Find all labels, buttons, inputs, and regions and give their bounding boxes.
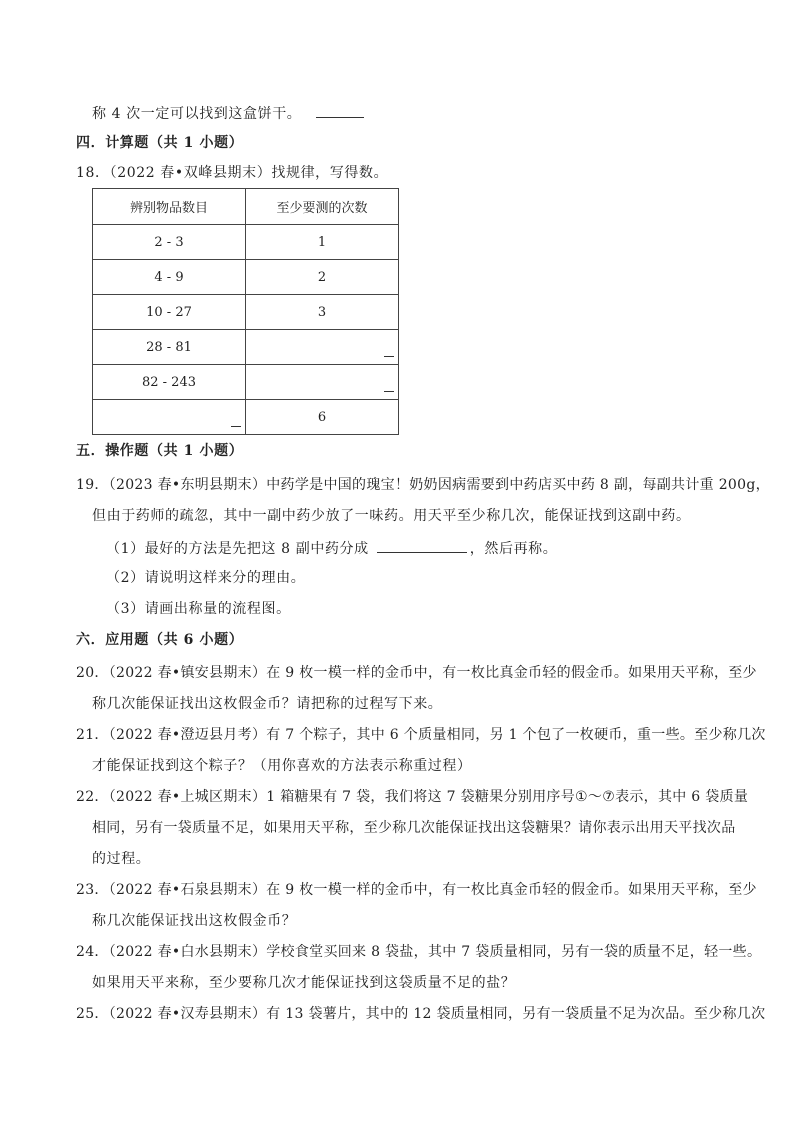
table-row xyxy=(93,260,399,295)
table-cell-answer[interactable] xyxy=(246,365,399,400)
question-24-line1: 24．（2022 春•白水县期末）学校食堂买回来 8 袋盐，其中 7 袋质量相同，另有一袋的质量不足，轻一些。 xyxy=(76,944,762,960)
answer-blank[interactable] xyxy=(384,391,394,392)
question-23-line1: 23．（2022 春•石泉县期末）在 9 枚一模一样的金币中，有一枚比真金币轻的假金币。如果用天平称，至少 xyxy=(76,882,757,898)
table-row xyxy=(93,365,399,400)
table-row xyxy=(93,400,399,435)
table-cell: 4 - 9 xyxy=(93,260,246,295)
answer-blank[interactable] xyxy=(231,426,241,427)
table-cell: 2 - 3 xyxy=(93,225,246,260)
answer-blank[interactable] xyxy=(377,538,467,553)
section-heading-operation: 五．操作题（共 1 小题） xyxy=(76,443,244,459)
answer-blank[interactable] xyxy=(316,103,364,118)
table-row xyxy=(93,295,399,330)
question-17-continuation xyxy=(92,103,364,123)
question-20-line1: 20．（2022 春•镇安县期末）在 9 枚一模一样的金币中，有一枚比真金币轻的假金币。如果用天平称，至少 xyxy=(76,665,757,681)
table-cell: 6 xyxy=(246,400,399,435)
section-heading-application: 六．应用题（共 6 小题） xyxy=(76,632,244,648)
question-19-line2: 但由于药师的疏忽，其中一副中药少放了一味药。用天平至少称几次，能保证找到这副中药。 xyxy=(92,508,691,524)
question-21-line1: 21．（2022 春•澄迈县月考）有 7 个粽子，其中 6 个质量相同，另 1 个包了一枚硬币，重一些。至少称几次 xyxy=(76,727,766,743)
question-21-line2: 才能保证找到这个粽子？（用你喜欢的方法表示称重过程） xyxy=(92,758,472,774)
circled-one-icon: ① xyxy=(575,789,588,805)
table-row xyxy=(93,225,399,260)
table-cell: 82 - 243 xyxy=(93,365,246,400)
question-19-line1: 19．（2023 春•东明县期末）中药学是中国的瑰宝！奶奶因病需要到中药店买中药 8 副，每副共计重 200g， xyxy=(76,477,770,493)
section-heading-calculation: 四．计算题（共 1 小题） xyxy=(76,135,244,151)
question-18: 18．（2022 春•双峰县期末）找规律，写得数。 xyxy=(76,165,389,181)
table-cell-answer[interactable] xyxy=(246,330,399,365)
question-23-line2: 称几次能保证找出这枚假金币？ xyxy=(92,913,297,929)
table-cell: 2 xyxy=(246,260,399,295)
question-text: 称 4 次一定可以找到这盒饼干。 xyxy=(92,106,302,122)
table-cell: 28 - 81 xyxy=(93,330,246,365)
question-19-part3: （3）请画出称量的流程图。 xyxy=(106,601,291,617)
question-19-part1: （1）最好的方法是先把这 8 副中药分成 ，然后再称。 xyxy=(106,538,557,558)
answer-blank[interactable] xyxy=(384,356,394,357)
question-22-line3: 的过程。 xyxy=(92,851,151,867)
question-22-line2: 相同，另有一袋质量不足，如果用天平称，至少称几次能保证找出这袋糖果？请你表示出用天平找次品 xyxy=(92,820,736,836)
question-25-line1: 25．（2022 春•汉寿县期末）有 13 袋薯片，其中的 12 袋质量相同，另有一袋质量不足为次品。至少称几次 xyxy=(76,1006,766,1022)
table-header-cell: 辨别物品数目 xyxy=(93,189,246,225)
question-19-part2: （2）请说明这样来分的理由。 xyxy=(106,570,306,586)
table-header-row xyxy=(93,189,399,225)
table-cell: 10 - 27 xyxy=(93,295,246,330)
question-24-line2: 如果用天平来称，至少要称几次才能保证找到这袋质量不足的盐？ xyxy=(92,975,516,991)
table-cell-answer[interactable] xyxy=(93,400,246,435)
table-header-cell: 至少要测的次数 xyxy=(246,189,399,225)
table-cell: 1 xyxy=(246,225,399,260)
question-20-line2: 称几次能保证找出这枚假金币？请把称的过程写下来。 xyxy=(92,696,443,712)
question-22-line1: 22．（2022 春•上城区期末）1 箱糖果有 7 袋，我们将这 7 袋糖果分别用序号①～⑦表示，其中 6 袋质量 xyxy=(76,789,749,805)
table-cell: 3 xyxy=(246,295,399,330)
pattern-table xyxy=(92,188,399,435)
table-row xyxy=(93,330,399,365)
circled-seven-icon: ⑦ xyxy=(602,789,616,805)
